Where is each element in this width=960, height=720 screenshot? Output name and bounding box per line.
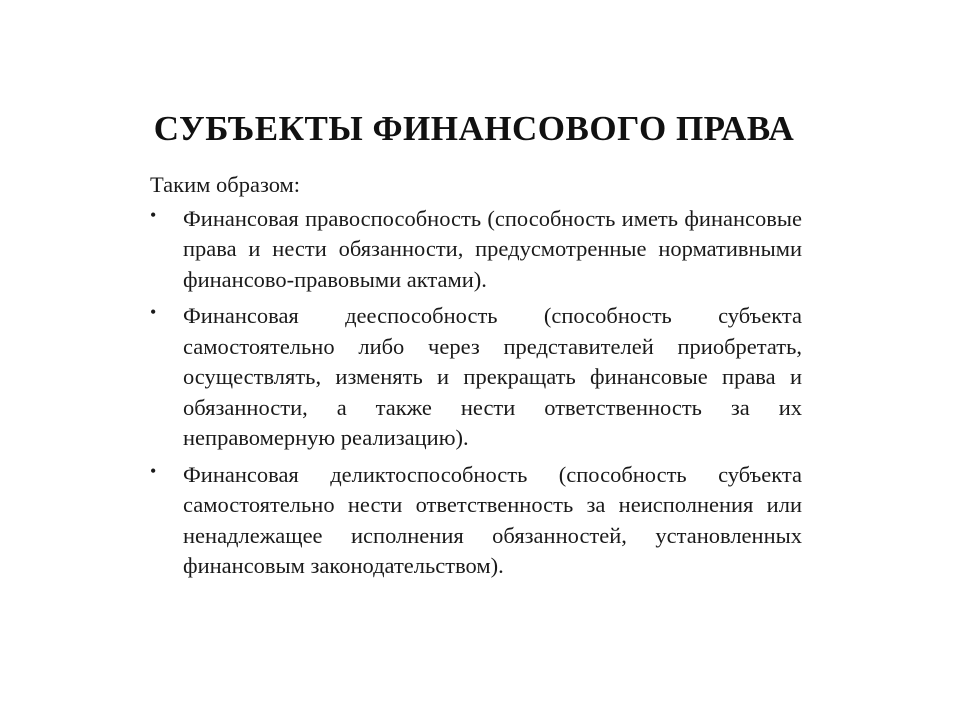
list-item-text: Финансовая деликтоспособность (способность субъекта самостоятельно нести ответственность за неисполнения или ненадлежащее исполнения обязанностей, установленных финансовым законодательством).	[183, 461, 802, 578]
slide-title: СУБЪЕКТЫ ФИНАНСОВОГО ПРАВА	[153, 109, 795, 149]
list-item	[150, 301, 802, 454]
list-item-text: Финансовая дееспособность (способность субъекта самостоятельно либо через представителей приобретать, осуществлять, изменять и прекращать финансовые права и обязанности, а также нести ответственность за их неправомерную реализацию).	[183, 303, 802, 450]
bullet-icon: •	[150, 460, 157, 481]
list-item	[150, 204, 802, 296]
list-item	[150, 460, 802, 582]
bullet-icon: •	[150, 302, 157, 322]
bullet-icon: •	[150, 204, 157, 225]
list-item-text: Финансовая правоспособность (способность иметь финансовые права и нести обязанности, предусмотренные нормативными финансово-правовыми актами).	[183, 205, 802, 292]
bullet-list	[150, 204, 802, 582]
slide-content	[150, 170, 802, 588]
intro-text: Таким образом:	[150, 172, 301, 197]
